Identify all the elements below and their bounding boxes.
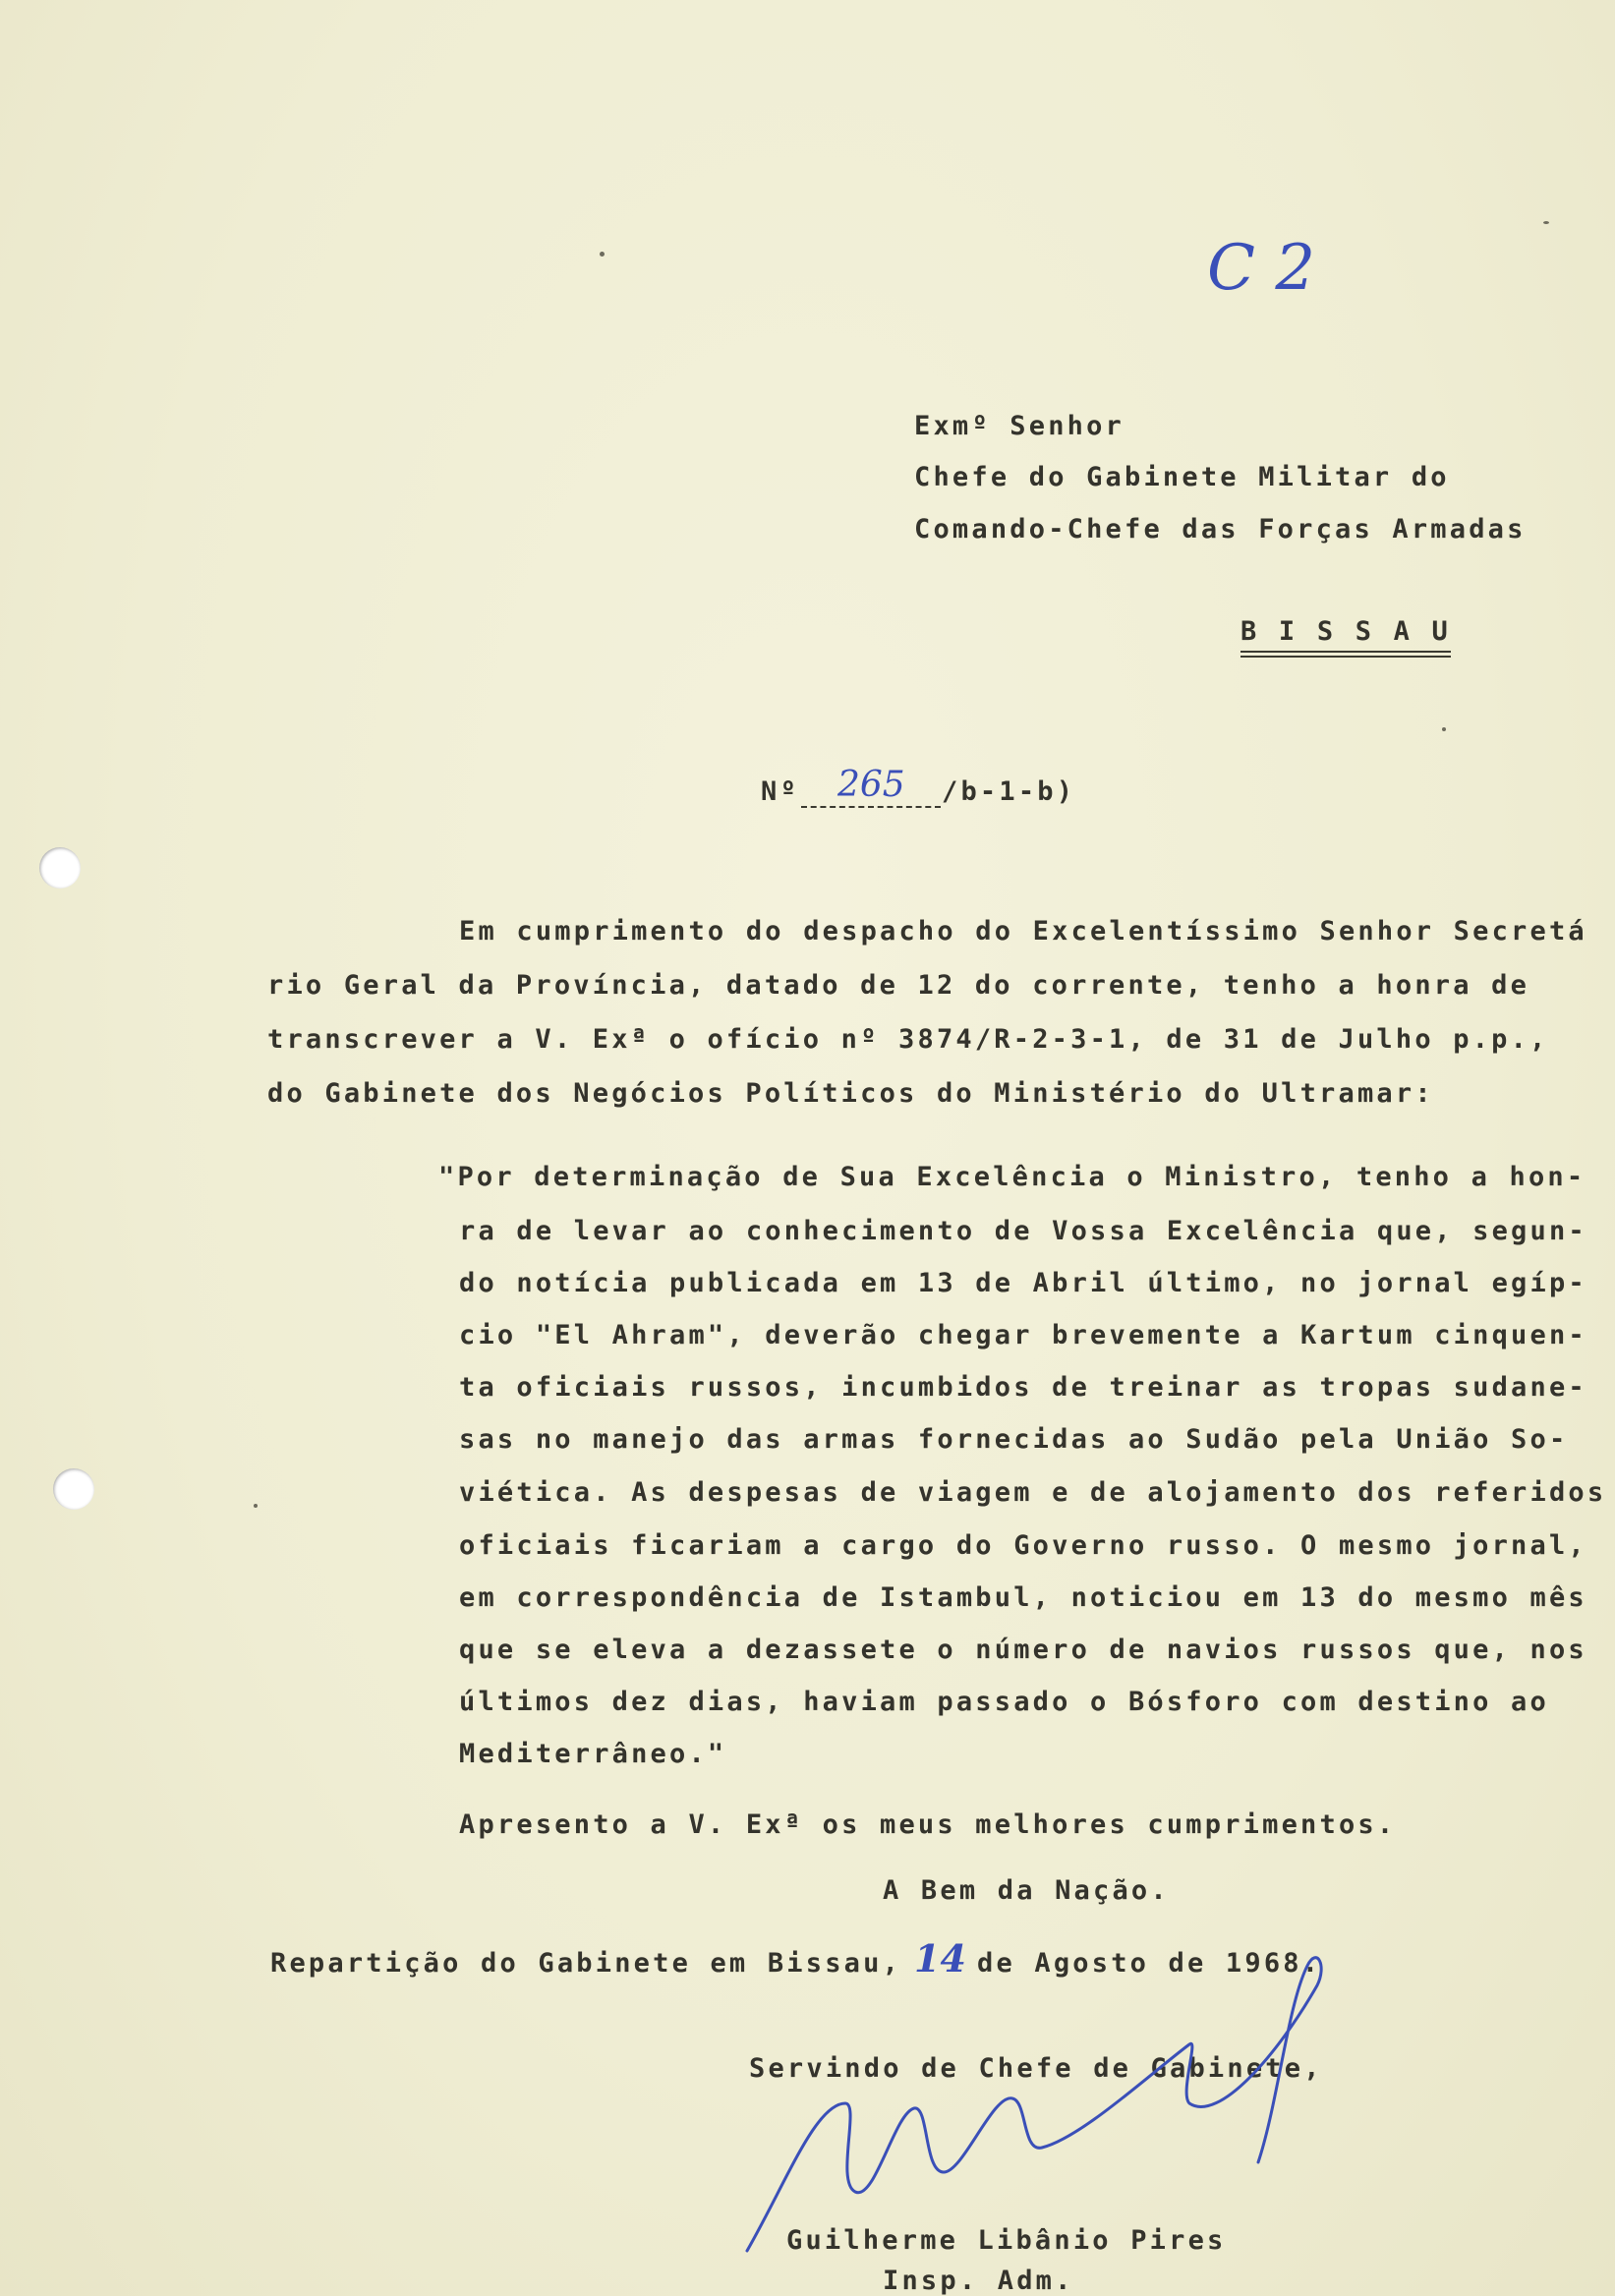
addressee-command: Comando-Chefe das Forças Armadas: [914, 514, 1527, 545]
signature-role: Servindo de Chefe de Gabinete,: [749, 2053, 1323, 2084]
reference-suffix: /b-1-b): [942, 776, 1076, 807]
quote-line: últimos dez dias, haviam passado o Bósforo com destino ao: [459, 1687, 1549, 1717]
quote-line: oficiais ficariam a cargo do Governo russo. O mesmo jornal,: [459, 1530, 1587, 1561]
punch-hole-top: [39, 847, 81, 889]
quote-line: ra de levar ao conhecimento de Vossa Excelência que, segun-: [459, 1216, 1587, 1246]
dateline-place: Repartição do Gabinete em Bissau,: [270, 1948, 902, 1979]
addressee-salutation: Exmº Senhor: [914, 411, 1125, 441]
punch-hole-bottom: [53, 1468, 94, 1510]
quote-line: do notícia publicada em 13 de Abril último, no jornal egíp-: [459, 1268, 1587, 1298]
closing-line: Apresento a V. Exª os meus melhores cumprimentos.: [459, 1809, 1397, 1840]
quote-line: ta oficiais russos, incumbidos de treinar as tropas sudane-: [459, 1372, 1587, 1403]
reference-prefix: Nº: [761, 776, 799, 807]
quote-line: "Por determinação de Sua Excelência o Ministro, tenho a hon-: [438, 1162, 1586, 1192]
motto-line: A Bem da Nação.: [883, 1875, 1170, 1906]
city-double-underline: [1240, 651, 1451, 658]
reference-number: 265: [837, 765, 905, 805]
reference-number-line: [801, 806, 941, 808]
paper-speck: [1543, 221, 1549, 224]
paper-speck: [1442, 727, 1446, 731]
signer-name: Guilherme Libânio Pires: [786, 2225, 1227, 2256]
signer-title: Insp. Adm.: [883, 2266, 1074, 2296]
handwritten-signature: [727, 1926, 1356, 2270]
addressee-city: B I S S A U: [1240, 616, 1452, 647]
dateline-day: 14: [914, 1936, 966, 1980]
addressee-title: Chefe do Gabinete Militar do: [914, 462, 1450, 492]
quote-line: viética. As despesas de viagem e de alojamento dos referidos: [459, 1477, 1607, 1508]
body-line: rio Geral da Província, datado de 12 do corrente, tenho a honra de: [267, 970, 1530, 1001]
body-line: do Gabinete dos Negócios Políticos do Ministério do Ultramar:: [267, 1078, 1434, 1109]
paper-speck: [600, 252, 605, 257]
paper-speck: [254, 1504, 258, 1508]
quote-line: sas no manejo das armas fornecidas ao Sudão pela União So-: [459, 1424, 1569, 1455]
body-line: transcrever a V. Exª o ofício nº 3874/R-2-3-1, de 31 de Julho p.p.,: [267, 1024, 1549, 1055]
dateline-month-year: de Agosto de 1968.: [977, 1948, 1322, 1979]
quote-line: que se eleva a dezassete o número de navios russos que, nos: [459, 1635, 1587, 1665]
quote-line: cio "El Ahram", deverão chegar brevemente a Kartum cinquen-: [459, 1320, 1587, 1350]
quote-line: em correspondência de Istambul, noticiou em 13 do mesmo mês: [459, 1582, 1587, 1613]
body-line: Em cumprimento do despacho do Excelentíssimo Senhor Secretá: [459, 916, 1587, 947]
handwritten-annotation: C 2: [1207, 232, 1316, 305]
quote-line: Mediterrâneo.": [459, 1739, 727, 1769]
